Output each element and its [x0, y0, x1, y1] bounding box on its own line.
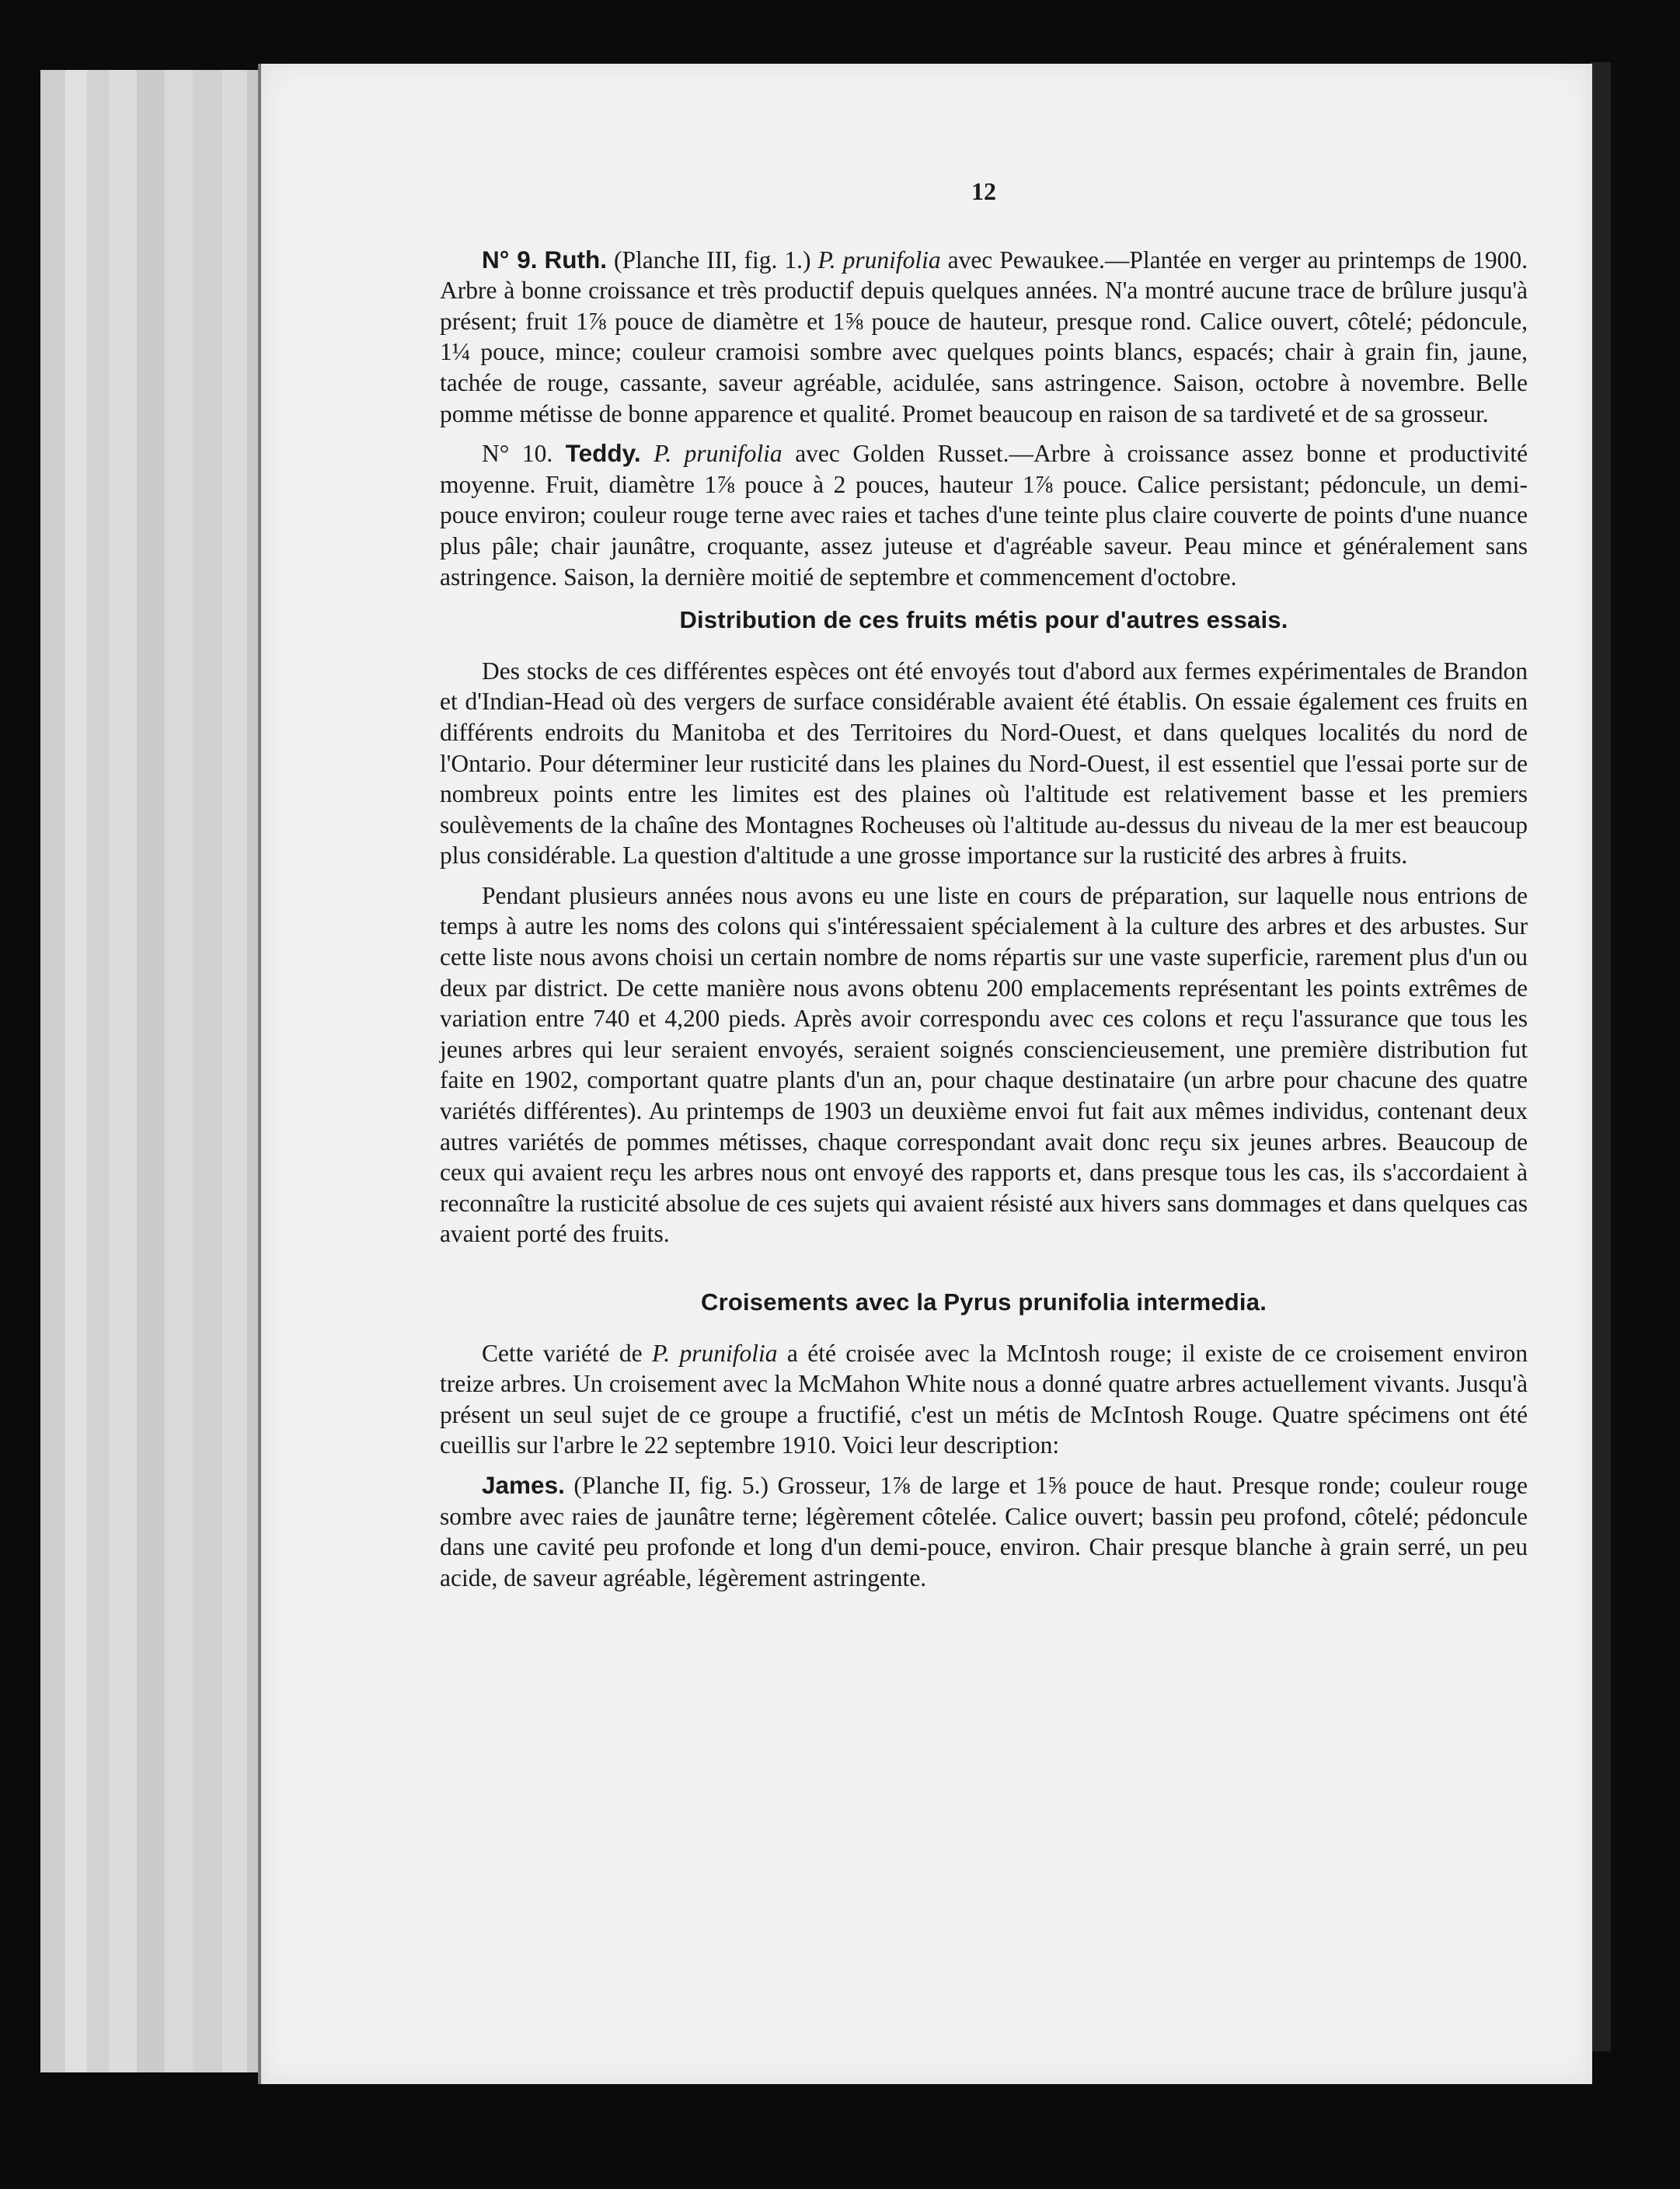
paragraph: [440, 1338, 1528, 1461]
section-heading-croisements: Croisements avec la Pyrus prunifolia intermedia.: [700, 1288, 1267, 1316]
species-name: P. prunifolia: [654, 440, 782, 468]
variety-name: Teddy.: [565, 439, 641, 468]
variety-entry-ruth: [440, 245, 1528, 430]
plate-reference: (Planche III, fig. 1.): [613, 246, 811, 274]
species-name: P. prunifolia: [652, 1339, 778, 1367]
document-page: [258, 64, 1592, 2084]
paragraph: Pendant plusieurs années nous avons eu une liste en cours de préparation, sur laquelle nous entrions de temps à autre les noms des colons qui s'intéressaient spécialement à la culture des arbres et des arbustes. Sur cette liste nous avons choisi un certain nombre de noms répartis sur une vaste superficie, rarement plus d'un ou deux par district. De cette manière nous avons obtenu 200 emplacements représentant les points extrêmes de variation entre 740 et 4,200 pieds. Après avoir correspondu avec ces colons et reçu l'assurance que tous les jeunes arbres qui leur seraient envoyés, seraient soignés consciencieusement, une première distribution fut faite en 1902, comportant quatre plants d'un an, pour chaque destinataire (un arbre pour chacune des quatre variétés différentes). Au printemps de 1903 un deuxième envoi fut fait aux mêmes individus, contenant deux autres variétés de pommes métisses, chaque correspondant avait donc reçu six jeunes arbres. Beaucoup de ceux qui avaient reçu les arbres nous ont envoyé des rapports et, dans presque tous les cas, ils s'accordaient à reconnaître la rusticité absolue de ces sujets qui avaient résisté aux hivers sans dommages et dans quelques cas avaient porté des fruits.: [440, 881, 1528, 1248]
variety-label: N° 9.: [482, 245, 538, 274]
species-name: P. prunifolia: [817, 246, 941, 274]
variety-name: James.: [482, 1470, 565, 1499]
variety-entry-teddy: [440, 438, 1528, 592]
page-content: [440, 176, 1528, 1602]
book-spine: [1589, 62, 1611, 2051]
variety-entry-james: [440, 1470, 1528, 1593]
text-run: Cette variété de: [482, 1339, 653, 1367]
variety-label: N° 10.: [482, 440, 553, 468]
variety-description: (Planche II, fig. 5.) Grosseur, 1⅞ de large et 1⅝ pouce de haut. Presque ronde; couleur rouge sombre avec raies de jaunâtre terne; légèrement côtelée. Calice ouvert; bassin peu profond, côtelé; pédoncule dans une cavité peu profonde et long d'un demi-pouce, environ. Chair presque blanche à grain serré, un peu acide, de saveur agréable, légèrement astringente.: [440, 1471, 1528, 1591]
paragraph: Des stocks de ces différentes espèces ont été envoyés tout d'abord aux fermes expérimentales de Brandon et d'Indian-Head où des vergers de surface considérable avaient été établis. On essaie également ces fruits en différents endroits du Manitoba et des Territoires du Nord-Ouest, et dans quelques localités du nord de l'Ontario. Pour déterminer leur rusticité dans les plaines du Nord-Ouest, il est essentiel que l'essai porte sur de nombreux points entre les limites est des plaines où l'altitude est relativement basse et les premiers soulèvements de la chaîne des Montagnes Rocheuses où l'altitude au-dessus du niveau de la mer est beaucoup plus considérable. La question d'altitude a une grosse importance sur la rusticité des arbres à fruits.: [440, 657, 1528, 870]
variety-description: avec Golden Russet.—Arbre à croissance assez bonne et productivité moyenne. Fruit, diamètre 1⅞ pouce à 2 pouces, hauteur 1⅞ pouce. Calice persistant; pédoncule, un demi-pouce environ; couleur rouge terne avec raies et taches d'une teinte plus claire couverte de points d'une nuance plus pâle; chair jaunâtre, croquante, assez juteuse et d'agréable saveur. Peau mince et généralement sans astringence. Saison, la dernière moitié de septembre et commencement d'octobre.: [440, 440, 1528, 591]
page-number: 12: [971, 177, 996, 205]
text-run: a été croisée avec la McIntosh rouge; il existe de ce croisement environ treize arbres. Un croisement avec la McMahon White nous a donné quatre arbres actuellement vivants. Jusqu'à présent un seul sujet de ce groupe a fructifié, c'est un métis de McIntosh Rouge. Quatre spécimens ont été cueillis sur l'arbre le 22 septembre 1910. Voici leur description:: [440, 1339, 1528, 1459]
variety-description: avec Pewaukee.—Plantée en verger au printemps de 1900. Arbre à bonne croissance et très productif depuis quelques années. N'a montré aucune trace de brûlure jusqu'à présent; fruit 1⅞ pouce de diamètre et 1⅝ pouce de hauteur, presque rond. Calice ouvert, côtelé; pédoncule, 1¼ pouce, mince; couleur cramoisi sombre avec quelques points blancs, espacés; chair à grain fin, jaune, tachée de rouge, cassante, saveur agréable, acidulée, sans astringence. Saison, octobre à novembre. Belle pomme métisse de bonne apparence et qualité. Promet beaucoup en raison de sa tardiveté et de sa grosseur.: [440, 246, 1528, 427]
variety-name: Ruth.: [544, 245, 607, 274]
section-heading-distribution: Distribution de ces fruits métis pour d'autres essais.: [679, 606, 1288, 634]
